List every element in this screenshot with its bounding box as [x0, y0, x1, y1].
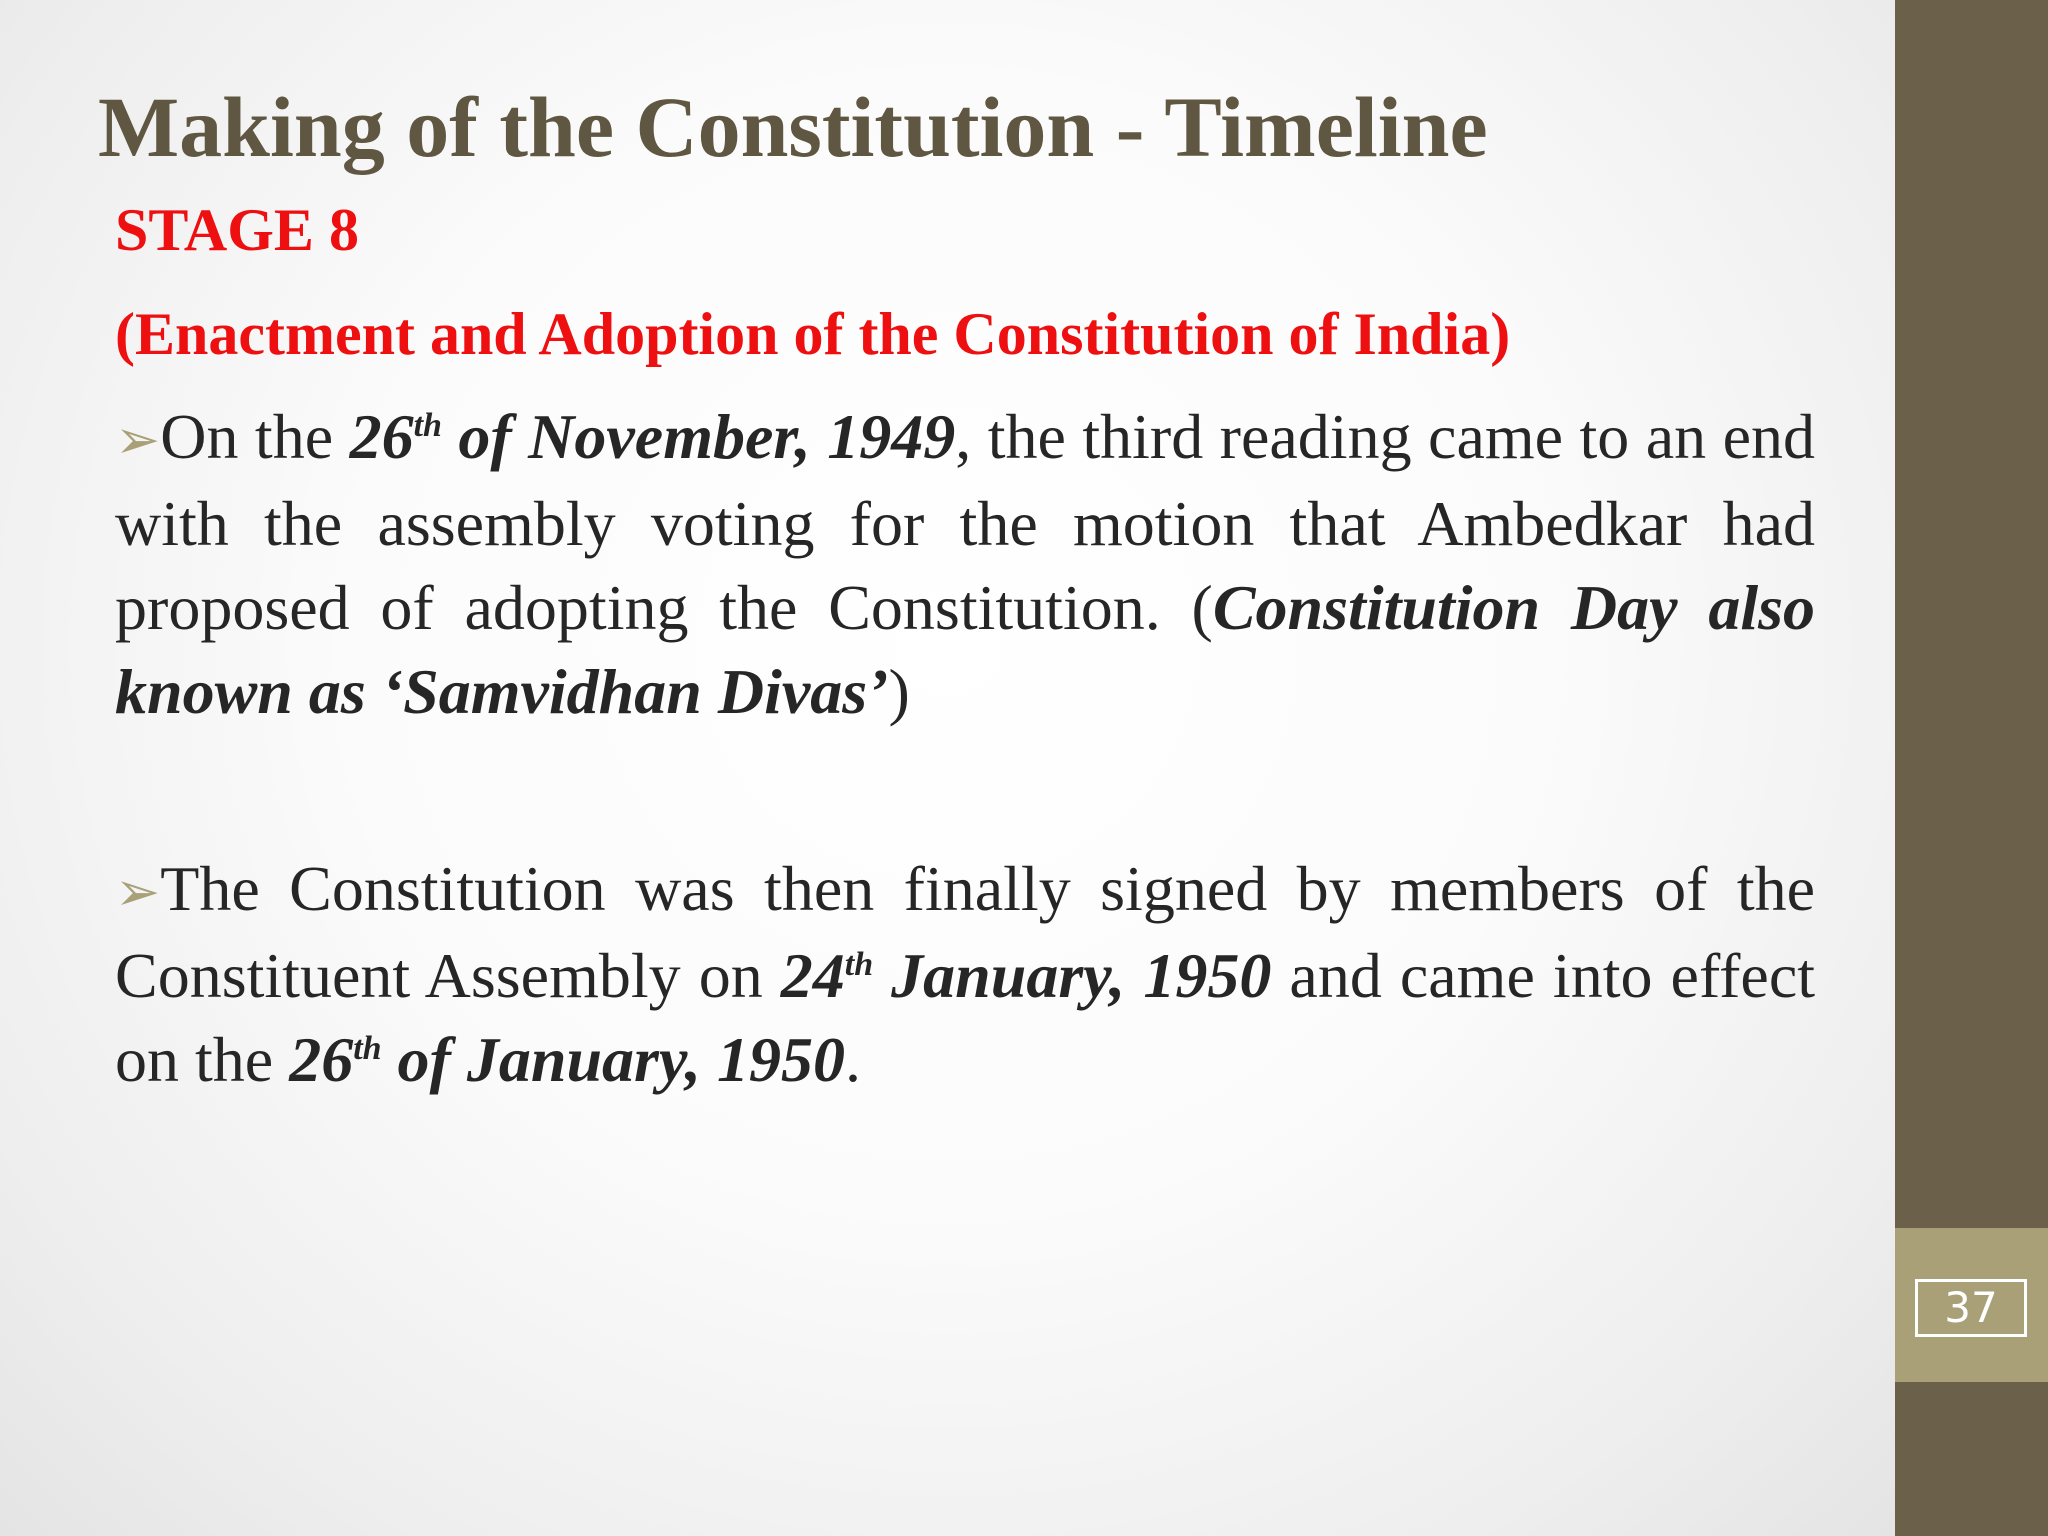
- slide-title: Making of the Constitution - Timeline: [98, 79, 1488, 175]
- date-ordinal-suffix: th: [353, 1030, 382, 1067]
- date-ordinal-suffix: th: [413, 407, 442, 444]
- date-number: 24: [780, 940, 845, 1011]
- date-text: January, 1950: [873, 940, 1272, 1011]
- bullet-point-2: [115, 847, 1815, 1102]
- date-text: of January, 1950: [381, 1024, 845, 1095]
- bullet-point-1: [115, 395, 1815, 734]
- date-number: 26: [289, 1024, 354, 1095]
- stage-subtitle: (Enactment and Adoption of the Constitution of India): [115, 301, 1511, 367]
- point-text: and came into effect on the: [115, 940, 1816, 1095]
- page-number: 37: [1915, 1279, 2027, 1337]
- date-text: of November, 1949: [441, 401, 956, 472]
- arrowhead-bullet-icon: ➢: [115, 862, 161, 922]
- stage-heading: STAGE 8: [115, 197, 359, 263]
- point-text: ): [888, 656, 910, 727]
- date-ordinal-suffix: th: [844, 946, 874, 983]
- arrowhead-bullet-icon: ➢: [115, 410, 161, 470]
- point-text: The Constitution was then finally signed by members of the Constituent Assembly on: [115, 853, 1815, 1011]
- constitution-day-emphasis: Constitution Day also known as ‘Samvidhan Divas’: [115, 572, 1816, 727]
- point-text: .: [844, 1024, 861, 1095]
- point-text: On the: [160, 401, 350, 472]
- date-number: 26: [349, 401, 414, 472]
- point-text: , the third reading came to an end with the assembly voting for the motion that Ambedkar had proposed of adopting the Constitution. (: [115, 401, 1816, 643]
